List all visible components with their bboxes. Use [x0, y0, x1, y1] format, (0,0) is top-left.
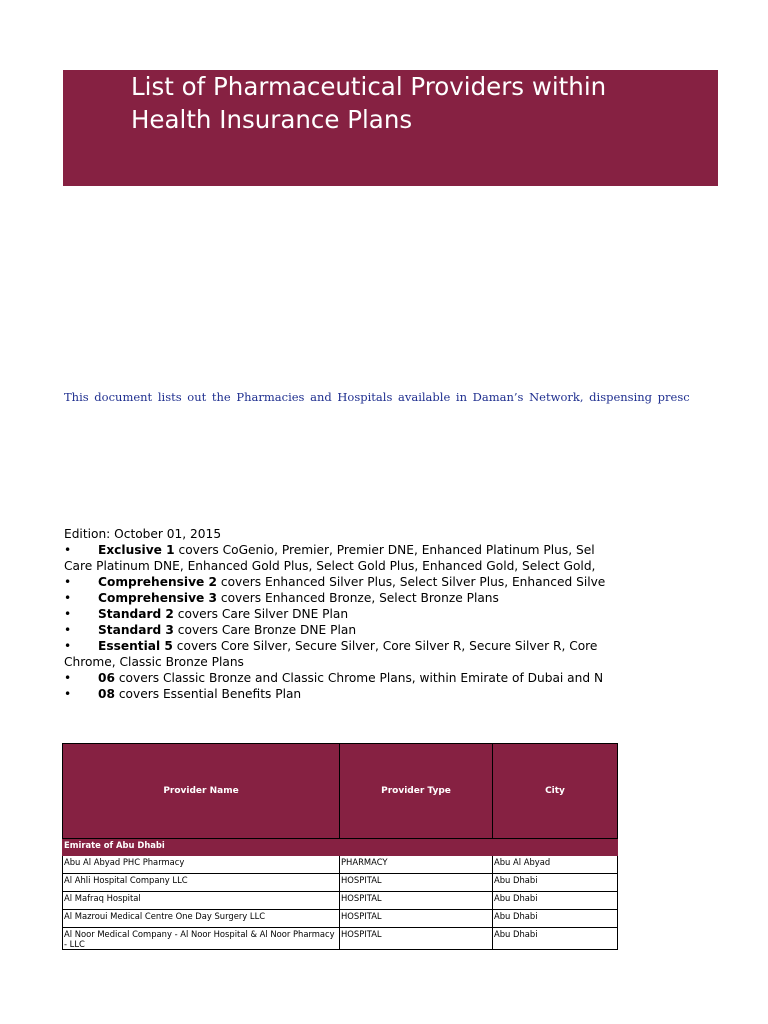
coverage-item [64, 590, 617, 606]
cell-city: Abu Dhabi [493, 910, 618, 928]
cell-city: Abu Dhabi [493, 928, 618, 950]
plan-coverage: covers Classic Bronze and Classic Chrome Plans, within Emirate of Dubai and N [114, 671, 604, 685]
table-row [63, 910, 618, 928]
plan-coverage: covers Core Silver, Secure Silver, Core Silver R, Secure Silver R, Core [172, 639, 598, 653]
cell-city: Abu Al Abyad [493, 856, 618, 874]
table-header-row [63, 744, 618, 839]
cell-provider-name: Al Ahli Hospital Company LLC [63, 874, 340, 892]
edition-date: Edition: October 01, 2015 [64, 527, 222, 541]
coverage-section [64, 526, 617, 702]
plan-name: Comprehensive 3 [98, 591, 218, 605]
provider-table-container [62, 743, 617, 950]
header-provider-type: Provider Type [340, 744, 493, 839]
cell-provider-name: Abu Al Abyad PHC Pharmacy [63, 856, 340, 874]
bullet-icon: • [64, 687, 72, 701]
cell-provider-type: HOSPITAL [340, 928, 493, 950]
document-title [131, 70, 651, 136]
cell-city: Abu Dhabi [493, 892, 618, 910]
bullet-icon: • [64, 607, 72, 621]
coverage-item [64, 686, 617, 702]
coverage-continuation: Care Platinum DNE, Enhanced Gold Plus, Select Gold Plus, Enhanced Gold, Select Gold, [64, 559, 596, 573]
plan-coverage: covers Enhanced Bronze, Select Bronze Plans [217, 591, 499, 605]
plan-coverage: covers Care Silver DNE Plan [173, 607, 349, 621]
section-label: Emirate of Abu Dhabi [63, 839, 618, 856]
plan-coverage: covers Care Bronze DNE Plan [173, 623, 357, 637]
cell-provider-type: HOSPITAL [340, 910, 493, 928]
cell-provider-type: HOSPITAL [340, 892, 493, 910]
plan-coverage: covers CoGenio, Premier, Premier DNE, Enhanced Platinum Plus, Sel [174, 543, 595, 557]
coverage-continuation: Chrome, Classic Bronze Plans [64, 655, 244, 669]
bullet-icon: • [64, 543, 72, 557]
provider-table [62, 743, 618, 950]
title-line-1: List of Pharmaceutical Providers within [131, 72, 607, 101]
bullet-icon: • [64, 591, 72, 605]
table-row [63, 856, 618, 874]
table-row [63, 928, 618, 950]
section-row [63, 839, 618, 856]
plan-coverage: covers Enhanced Silver Plus, Select Silver Plus, Enhanced Silve [217, 575, 606, 589]
title-line-2: Health Insurance Plans [131, 105, 413, 134]
coverage-item [64, 542, 617, 558]
cell-provider-name: Al Mazroui Medical Centre One Day Surgery LLC [63, 910, 340, 928]
plan-name: Essential 5 [98, 639, 173, 653]
coverage-item [64, 638, 617, 654]
bullet-icon: • [64, 639, 72, 653]
bullet-icon: • [64, 575, 72, 589]
cell-provider-type: HOSPITAL [340, 874, 493, 892]
intro-paragraph: This document lists out the Pharmacies and Hospitals available in Daman’s Network, dispensing presc [64, 390, 690, 404]
table-row [63, 892, 618, 910]
bullet-icon: • [64, 623, 72, 637]
cell-provider-name: Al Mafraq Hospital [63, 892, 340, 910]
coverage-item [64, 574, 617, 590]
cell-city: Abu Dhabi [493, 874, 618, 892]
plan-coverage: covers Essential Benefits Plan [114, 687, 302, 701]
plan-name: Comprehensive 2 [98, 575, 218, 589]
table-row [63, 874, 618, 892]
coverage-item [64, 606, 617, 622]
cell-provider-type: PHARMACY [340, 856, 493, 874]
plan-name: 06 [98, 671, 115, 685]
coverage-item [64, 670, 617, 686]
coverage-item [64, 622, 617, 638]
header-provider-name: Provider Name [63, 744, 340, 839]
header-city: City [493, 744, 618, 839]
bullet-icon: • [64, 671, 72, 685]
cell-provider-name: Al Noor Medical Company - Al Noor Hospital & Al Noor Pharmacy - LLC [63, 928, 340, 950]
plan-name: 08 [98, 687, 115, 701]
plan-name: Standard 3 [98, 623, 174, 637]
plan-name: Standard 2 [98, 607, 174, 621]
plan-name: Exclusive 1 [98, 543, 175, 557]
